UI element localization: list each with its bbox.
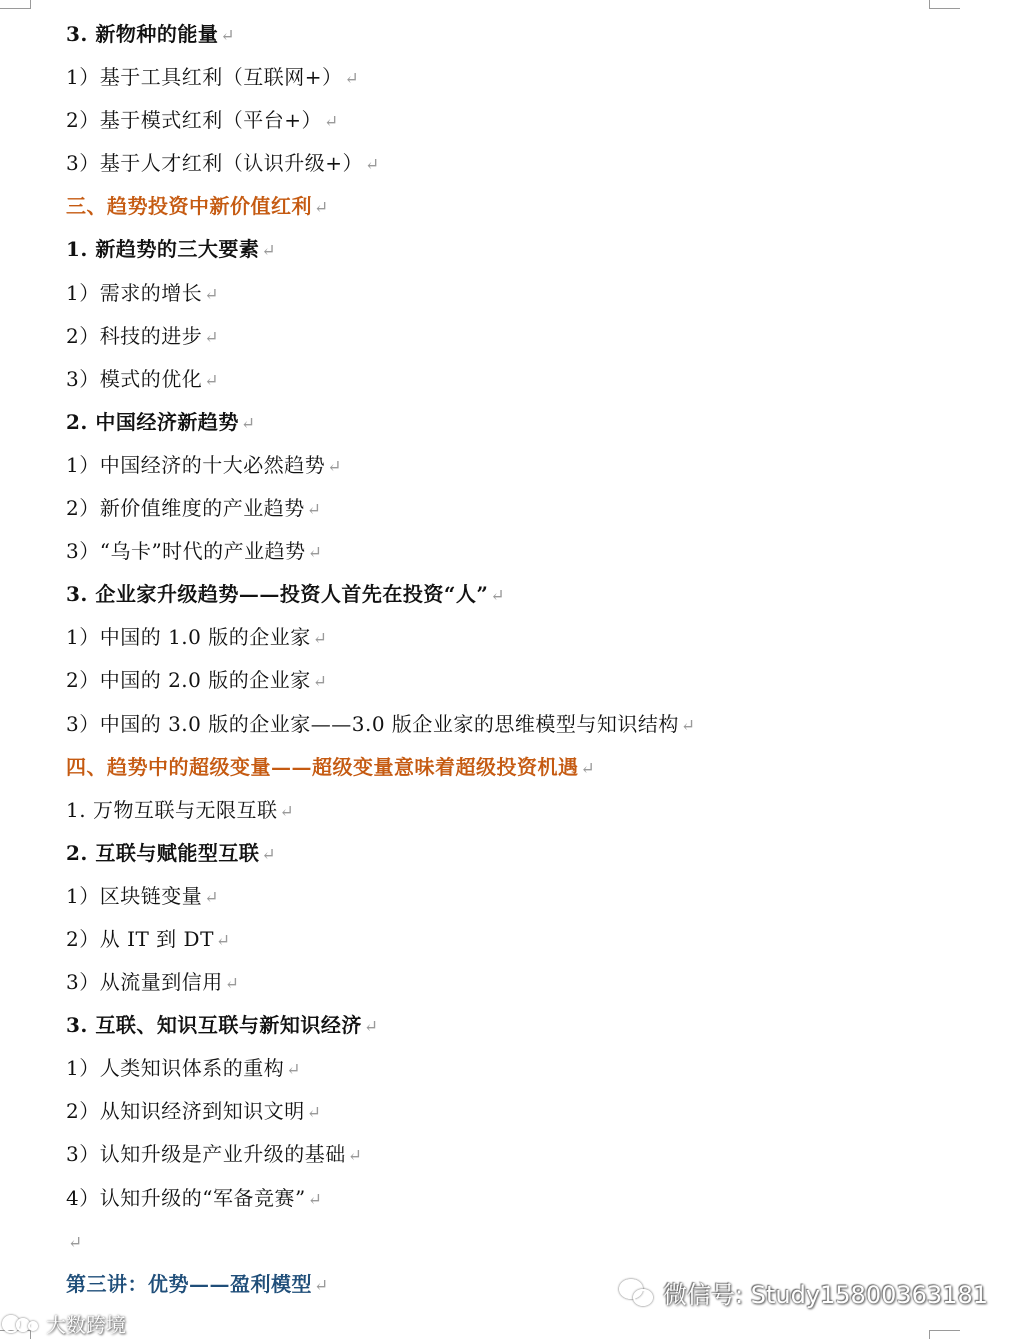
line-text: 2）中国的 2.0 版的企业家 xyxy=(66,668,311,693)
paragraph-mark-icon: ↵ xyxy=(306,1103,322,1124)
logo-circles-icon xyxy=(2,1312,42,1334)
line-text: 1. 新趋势的三大要素 xyxy=(66,237,260,262)
outline-line xyxy=(66,272,946,315)
line-text: 1）区块链变量 xyxy=(66,883,203,908)
site-logo-watermark xyxy=(2,1309,126,1337)
paragraph-mark-icon: ↵ xyxy=(306,500,322,521)
outline-line xyxy=(66,358,946,401)
line-text: 2）基于模式红利（平台+） xyxy=(66,108,322,133)
line-text: 1）中国的 1.0 版的企业家 xyxy=(66,625,311,650)
line-text: 3）认知升级是产业升级的基础 xyxy=(66,1142,346,1167)
logo-text: 大数跨境 xyxy=(46,1312,126,1337)
paragraph-mark-icon: ↵ xyxy=(314,198,329,219)
line-text: 3. 新物种的能量 xyxy=(66,22,219,46)
page-corner-top-left xyxy=(0,0,31,9)
line-text: 1. 万物互联与无限互联 xyxy=(66,797,278,822)
line-text: 3）模式的优化 xyxy=(66,366,203,391)
outline-line xyxy=(66,1090,946,1133)
paragraph-mark-icon: ↵ xyxy=(314,1275,329,1296)
wechat-bubbles-icon xyxy=(619,1277,653,1307)
paragraph-mark-icon: ↵ xyxy=(240,413,256,434)
paragraph-mark-icon: ↵ xyxy=(286,1060,301,1081)
paragraph-mark-icon: ↵ xyxy=(220,26,236,46)
paragraph-mark-icon: ↵ xyxy=(327,456,342,477)
line-text: 2）从 IT 到 DT xyxy=(66,926,214,951)
paragraph-mark-icon: ↵ xyxy=(680,715,696,736)
subheading-line xyxy=(66,1004,946,1047)
outline-line xyxy=(66,315,946,358)
outline-line xyxy=(66,487,946,530)
line-text: 3）基于人才红利（认识升级+） xyxy=(66,151,363,176)
outline-line xyxy=(66,789,946,832)
outline-line xyxy=(66,530,946,573)
paragraph-mark-icon: ↵ xyxy=(580,758,596,779)
line-text: 第三讲：优势——盈利模型 xyxy=(66,1271,312,1296)
paragraph-mark-icon: ↵ xyxy=(279,801,295,822)
wechat-watermark xyxy=(619,1273,988,1311)
line-text: 2. 互联与赋能型互联 xyxy=(66,840,260,865)
paragraph-mark-icon: ↵ xyxy=(344,69,360,90)
paragraph-mark-icon: ↵ xyxy=(307,1189,323,1210)
section-heading xyxy=(66,746,946,789)
page-corner-top-right xyxy=(929,0,960,9)
line-text: 3. 互联、知识互联与新知识经济 xyxy=(66,1013,362,1038)
paragraph-mark-icon: ↵ xyxy=(323,112,339,133)
paragraph-mark-icon: ↵ xyxy=(204,887,219,908)
paragraph-mark-icon: ↵ xyxy=(261,844,277,865)
outline-line xyxy=(66,56,946,99)
line-text: 2）科技的进步 xyxy=(66,323,203,348)
paragraph-mark-icon: ↵ xyxy=(363,1017,379,1038)
paragraph-mark-icon: ↵ xyxy=(215,930,231,951)
outline-line xyxy=(66,703,946,746)
paragraph-mark-icon: ↵ xyxy=(312,672,328,693)
line-text: 3）中国的 3.0 版的企业家——3.0 版企业家的思维模型与知识结构 xyxy=(66,711,679,736)
paragraph-mark-icon: ↵ xyxy=(68,1232,83,1253)
outline-line xyxy=(66,961,946,1004)
paragraph-mark-icon: ↵ xyxy=(312,629,328,650)
subheading-line xyxy=(66,832,946,875)
line-text: 2）从知识经济到知识文明 xyxy=(66,1099,305,1124)
outline-line xyxy=(66,1133,946,1176)
outline-line xyxy=(66,875,946,918)
outline-line xyxy=(66,918,946,961)
outline-line xyxy=(66,659,946,702)
line-text: 1）人类知识体系的重构 xyxy=(66,1056,285,1081)
subheading-line xyxy=(66,573,946,616)
subheading-line xyxy=(66,13,946,56)
paragraph-mark-icon: ↵ xyxy=(224,974,240,995)
line-text: 3）“乌卡”时代的产业趋势 xyxy=(66,539,306,564)
line-text: 1）需求的增长 xyxy=(66,280,203,305)
outline-line xyxy=(66,142,946,185)
paragraph-mark-icon: ↵ xyxy=(307,543,323,564)
paragraph-mark-icon: ↵ xyxy=(204,284,219,305)
line-text: 三、趋势投资中新价值红利 xyxy=(66,194,312,219)
outline-line xyxy=(66,1220,946,1263)
line-text: 1）中国经济的十大必然趋势 xyxy=(66,452,326,477)
paragraph-mark-icon: ↵ xyxy=(204,327,219,348)
paragraph-mark-icon: ↵ xyxy=(261,241,277,262)
line-text: 2. 中国经济新趋势 xyxy=(66,409,239,434)
paragraph-mark-icon: ↵ xyxy=(364,155,380,176)
line-text: 1）基于工具红利（互联网+） xyxy=(66,65,343,90)
line-text: 3. 企业家升级趋势——投资人首先在投资“人” xyxy=(66,582,489,607)
outline-line xyxy=(66,1047,946,1090)
outline-line xyxy=(66,616,946,659)
paragraph-mark-icon: ↵ xyxy=(490,586,506,607)
outline-line xyxy=(66,99,946,142)
paragraph-mark-icon: ↵ xyxy=(347,1146,363,1167)
section-heading xyxy=(66,185,946,228)
line-text: 4）认知升级的“军备竞赛” xyxy=(66,1185,306,1210)
outline-line xyxy=(66,1177,946,1220)
subheading-line xyxy=(66,401,946,444)
page-corner-bottom-right xyxy=(929,1330,960,1339)
line-text: 3）从流量到信用 xyxy=(66,970,223,995)
paragraph-mark-icon: ↵ xyxy=(204,370,219,391)
line-text: 四、趋势中的超级变量——超级变量意味着超级投资机遇 xyxy=(66,754,579,779)
watermark-text: 微信号: Study15800363181 xyxy=(663,1280,988,1309)
document-body[interactable] xyxy=(66,13,946,1306)
subheading-line xyxy=(66,228,946,271)
line-text: 2）新价值维度的产业趋势 xyxy=(66,496,305,521)
outline-line xyxy=(66,444,946,487)
